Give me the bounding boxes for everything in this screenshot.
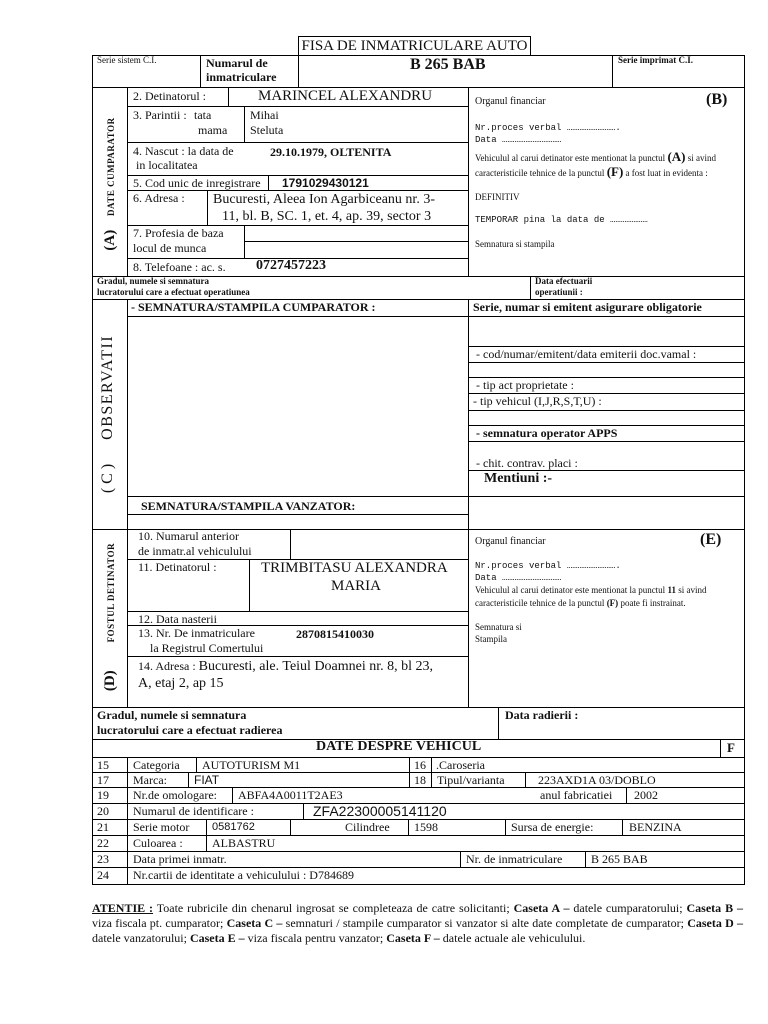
row-20-label: Numarul de identificare : [133, 804, 254, 818]
row-23-num: 23 [97, 852, 109, 866]
semnatura-apps-label: - semnatura operator APPS [476, 426, 618, 440]
nr-inmatriculare-label: Nr. de inmatriculare [466, 852, 563, 866]
vehicul-text-e2 [475, 599, 686, 608]
tip-vehicul-label: - tip vehicul (I,J,R,S,T,U) : [473, 394, 602, 408]
vehicul-text-e1 [475, 586, 706, 595]
gradul-label-1: Gradul, numele si semnatura [97, 276, 210, 286]
row-22-label: Culoarea : [133, 836, 183, 850]
vehicle-table-header: DATE DESPRE VEHICUL [316, 739, 482, 754]
cilindree-value: 1598 [414, 820, 438, 834]
footer-cb: Caseta B – [686, 901, 743, 915]
vehicul-text-e2a: caracteristicile tehnice de la punctul [475, 598, 605, 608]
footer-p7: datele actuale ale vehiculului. [439, 931, 586, 945]
serie-asigurare-label: Serie, numar si emitent asigurare obligatorie [473, 300, 702, 314]
detinator-d-label: 11. Detinatorul : [138, 560, 217, 574]
data-efectuarii-2: operatiunii : [535, 287, 583, 297]
row-22-value: ALBASTRU [212, 836, 276, 850]
detinator-value: MARINCEL ALEXANDRU [258, 88, 433, 104]
cilindree-label: Cilindree [345, 820, 390, 834]
temporar-label: TEMPORAR pina la data de ………………… [475, 215, 648, 225]
data-nasterii-label: 12. Data nasterii [138, 612, 217, 626]
parinti-label: 3. Parintii : [133, 108, 187, 122]
row-16-label: .Caroseria [436, 758, 485, 772]
an-fabricatie-value: 2002 [634, 788, 658, 802]
row-17-value: FIAT [194, 773, 220, 787]
form-title: FISA DE INMATRICULARE AUTO [298, 36, 531, 56]
proces-verbal-b: Nr.proces verbal ………………………. [475, 123, 621, 133]
adresa-d-line-2: A, etaj 2, ap 15 [138, 676, 224, 691]
proces-verbal-e: Nr.proces verbal ………………………. [475, 561, 621, 571]
vehicul-text-e1a: Vehiculul al carui detinator este mentionat la punctul [475, 585, 666, 595]
sursa-energie-label: Sursa de energie: [511, 820, 594, 834]
telefoane-value: 0727457223 [256, 258, 326, 273]
organ-financiar-e: Organul financiar [475, 536, 546, 547]
nascut-label-2: in localitatea [136, 158, 198, 172]
vehicul-text-b1a: Vehiculul al carui detinator este mentionat la punctul [475, 153, 666, 163]
nr-inmatriculare-rc-2: la Registrul Comertului [150, 641, 264, 655]
row-17-num: 17 [97, 773, 109, 787]
cod-value: 1791029430121 [282, 176, 369, 190]
organ-financiar-b: Organul financiar [475, 96, 546, 107]
vehicul-text-b2a: caracteristicile tehnice de la punctul [475, 168, 605, 178]
row-24-num: 24 [97, 868, 109, 882]
vehicul-text-e2c: poate fi instrainat. [620, 598, 686, 608]
adresa-d-line-1: Bucuresti, ale. Teiul Doamnei nr. 8, bl 23, [198, 659, 434, 674]
sursa-energie-value: BENZINA [629, 820, 682, 834]
row-19-value: ABFA4A0011T2AE3 [238, 788, 343, 802]
vehicul-text-b1b: (A) [667, 149, 686, 164]
section-a-title: DATE CUMPARATOR [106, 117, 116, 217]
tata-value: Mihai [250, 108, 279, 122]
vehicul-text-e1b: 11 [667, 585, 676, 595]
section-d-side-label [101, 537, 119, 697]
row-21-value: 0581762 [212, 821, 255, 833]
section-e-letter: (E) [700, 531, 722, 548]
semnatura-e-1: Semnatura si [475, 622, 522, 632]
section-c-title: OBSERVATII [99, 334, 116, 440]
gradul-radiere-1: Gradul, numele si semnatura [97, 708, 247, 722]
row-19-label: Nr.de omologare: [133, 788, 217, 802]
data-radierii-label: Data radierii : [505, 708, 579, 722]
semnatura-cumparator-label: - SEMNATURA/STAMPILA CUMPARATOR : [131, 300, 376, 314]
serie-sistem-label: Serie sistem C.I. [97, 55, 157, 65]
adresa-label: 6. Adresa : [133, 191, 185, 205]
row-19-num: 19 [97, 788, 109, 802]
definitiv-label: DEFINITIV [475, 192, 520, 202]
mama-value: Steluta [250, 123, 284, 137]
detinator-d-line-1: TRIMBITASU ALEXANDRA [261, 560, 448, 576]
row-18-num: 18 [414, 773, 426, 787]
row-15-value: AUTOTURISM M1 [202, 758, 301, 772]
row-15-num: 15 [97, 758, 109, 772]
footer-ca: Caseta A – [513, 901, 570, 915]
gradul-label-2: lucratorului care a efectuat operatiunea [97, 287, 250, 297]
profesia-label-2: locul de munca [133, 241, 207, 255]
tip-act-label: - tip act proprietate : [476, 378, 574, 392]
row-24-label: Nr.cartii de identitate a vehiculului : D784689 [133, 868, 354, 882]
cod-vamal-label: - cod/numar/emitent/data emiterii doc.vamal : [476, 347, 697, 361]
vehicle-table-letter: F [727, 740, 735, 755]
vehicul-text-b2c: a fost luat in evidenta : [625, 168, 708, 178]
adresa-d-label [138, 660, 433, 675]
semnatura-e-2: Stampila [475, 634, 507, 644]
plate-number: B 265 BAB [410, 56, 486, 73]
mentiuni-label: Mentiuni :- [484, 471, 553, 486]
mama-label: mama [198, 123, 228, 137]
nr-inmatriculare-rc-value: 2870815410030 [296, 627, 374, 641]
footer-p4: semnaturi / stampile cumparator si vanzator si alte date completate de cumparator; [282, 916, 688, 930]
nr-anterior-2: de inmatr.al vehiculului [138, 544, 252, 558]
detinator-label: 2. Detinatorul : [133, 89, 206, 103]
footer-cf: Caseta F – [386, 931, 440, 945]
detinator-d-line-2: MARIA [331, 578, 382, 594]
footer-p6: viza fiscala pentru vanzator; [244, 931, 387, 945]
data-e: Data …………………………… [475, 573, 562, 583]
section-b-letter: (B) [706, 91, 728, 108]
row-20-num: 20 [97, 804, 109, 818]
telefoane-label: 8. Telefoane : ac. s. [133, 260, 226, 274]
row-21-label: Serie motor [133, 820, 190, 834]
row-20-value: ZFA22300005141120 [313, 803, 447, 819]
nascut-value: 29.10.1979, OLTENITA [270, 145, 392, 159]
semnatura-vanzator-label: SEMNATURA/STAMPILA VANZATOR: [141, 499, 356, 513]
section-c-letter: ( C ) [99, 463, 116, 494]
numar-label-1: Numarul de [206, 56, 268, 70]
footer-cd: Caseta D – [687, 916, 744, 930]
section-d-letter: (D) [102, 670, 118, 692]
row-16-num: 16 [414, 758, 426, 772]
tata-label: tata [194, 108, 212, 122]
an-fabricatie-label: anul fabricatiei [540, 788, 613, 802]
footer-p2: datele cumparatorului; [569, 901, 687, 915]
footer-atentie: ATENTIE : [92, 901, 154, 915]
cod-label: 5. Cod unic de inregistrare [133, 176, 261, 190]
footer-note [92, 901, 743, 946]
vehicul-text-e2b: (F) [606, 598, 619, 608]
nr-inmatriculare-value: B 265 BAB [591, 852, 648, 866]
row-18-value: 223AXD1A 03/DOBLO [538, 773, 656, 787]
nr-anterior-1: 10. Numarul anterior [138, 529, 239, 543]
footer-ce: Caseta E – [189, 931, 245, 945]
section-a-side-label [102, 104, 118, 264]
nr-inmatriculare-rc-1: 13. Nr. De inmatriculare [138, 626, 255, 640]
footer-p1: Toate rubricile din chenarul ingrosat se completeaza de catre solicitanti; [153, 901, 514, 915]
vehicul-text-b1c: si avind [687, 153, 716, 163]
serie-imprimat-label: Serie imprimat C.I. [618, 55, 693, 65]
section-d-title: FOSTUL DETINATOR [106, 542, 116, 643]
row-23-label: Data primei inmatr. [133, 852, 227, 866]
vehicul-text-b1 [475, 150, 716, 164]
profesia-label-1: 7. Profesia de baza [133, 226, 224, 240]
data-efectuarii-1: Data efectuarii [535, 276, 593, 286]
row-18-label: Tipul/varianta [437, 773, 505, 787]
footer-cc: Caseta C – [226, 916, 283, 930]
row-15-label: Categoria [133, 758, 180, 772]
vehicul-text-e1c: si avind [678, 585, 707, 595]
footer-p3: viza fiscala pt. cumparator; [92, 916, 227, 930]
numar-label-2: inmatriculare [206, 70, 277, 84]
vehicul-text-b2b: (F) [606, 164, 624, 179]
footer-p5: datele vanzatorului; [92, 931, 190, 945]
row-22-num: 22 [97, 836, 109, 850]
adresa-d-label-text: 14. Adresa : [138, 659, 196, 673]
nascut-label-1: 4. Nascut : la data de [133, 144, 234, 158]
section-c-side-label [99, 334, 119, 494]
adresa-line-1: Bucuresti, Aleea Ion Agarbiceanu nr. 3- [213, 192, 435, 207]
data-b: Data …………………………… [475, 135, 562, 145]
chit-label: - chit. contrav. placi : [476, 456, 578, 470]
semnatura-stampila-b: Semnatura si stampila [475, 239, 555, 249]
vehicul-text-b2 [475, 165, 708, 179]
row-17-label: Marca: [133, 773, 167, 787]
section-a-letter: (A) [102, 229, 118, 251]
gradul-radiere-2: lucratorului care a efectuat radierea [97, 723, 283, 737]
row-21-num: 21 [97, 820, 109, 834]
adresa-line-2: 11, bl. B, SC. 1, et. 4, ap. 39, sector 3 [222, 209, 432, 224]
